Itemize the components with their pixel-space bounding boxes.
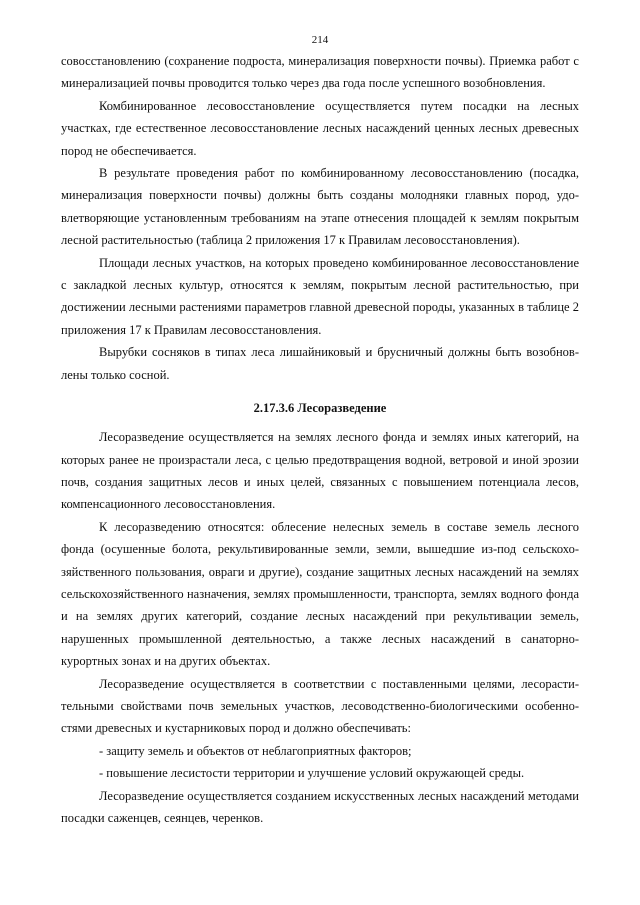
list-item: - повышение лесистости территории и улучшение условий окружающей среды. bbox=[99, 766, 525, 781]
page-body bbox=[61, 50, 579, 829]
paragraph-combined-reforestation: Комбинированное лесовосстановление осуществляется путем посадки на лесных участках, где естественное лесовосстановление лесных насаждений ценных лесных древесных пород не обеспечивается. bbox=[61, 98, 579, 158]
paragraph-afforestation-includes: К лесоразведению относятся: облесение нелесных земель в составе земель лесного фонда (осушенные болота, рекультивированные земли, земли, вышедшие из-под сельскохозяйственного пользования, овраги и другие), создание защитных лесных насаждений на землях сельскохозяйственного назначения, землях промышленности, транспорта, землях водного фонда и на землях других категорий, создание лесных насаждений при рекультивации земель, нарушенных промышленной деятельностью, а также лесных насаждений в санаторно-курортных зонах и на других объектах. bbox=[61, 519, 579, 669]
page-number: 214 bbox=[311, 34, 329, 46]
paragraph-afforestation-methods: Лесоразведение осуществляется созданием искусственных лесных насаждений методами посадки саженцев, сеянцев, черенков. bbox=[61, 788, 579, 825]
paragraph-continuation: совосстановлению (сохранение подроста, минерализация поверхности почвы). Приемка работ с минерализацией почвы проводится только через два года после успешного возобновления. bbox=[61, 54, 579, 91]
paragraph-pine-clearings: Вырубки сосняков в типах леса лишайниковый и брусничный должны быть возобновлены только сосной. bbox=[61, 345, 579, 382]
list-item: - защиту земель и объектов от неблагоприятных факторов; bbox=[99, 743, 412, 758]
paragraph-combined-results: В результате проведения работ по комбинированному лесовосстановлению (посадка, минерализация поверхности почвы) должны быть созданы молодняки главных пород, удовлетворяющие установленным требованиям на этапе отнесения площадей к землям покрытым лесной растительностью (таблица 2 приложения 17 к Правилам лесовосстановления). bbox=[61, 166, 579, 248]
paragraph-afforestation-definition: Лесоразведение осуществляется на землях лесного фонда и землях иных категорий, на которых ранее не произрастали леса, с целью предотвращения водной, ветровой и иной эрозии почв, создания защитных лесов и иных целей, связанных с повышением потенциала лесов, компенсационного лесовосстановления. bbox=[61, 430, 579, 512]
paragraph-afforestation-conditions: Лесоразведение осуществляется в соответствии с поставленными целями, лесорастительными свойствами почв земельных участков, лесоводственно-биологическими особенностями древесных и кустарниковых пород и должно обеспечивать: bbox=[61, 676, 579, 736]
paragraph-forested-lands: Площади лесных участков, на которых проведено комбинированное лесовосстановление с закладкой лесных культур, относятся к землям, покрытым лесной растительностью, при достижении лесными растениями параметров главной древесной породы, указанных в таблице 2 приложения 17 к Правилам лесовосстановления. bbox=[61, 255, 579, 337]
section-heading: 2.17.3.6 Лесоразведение bbox=[253, 401, 387, 416]
